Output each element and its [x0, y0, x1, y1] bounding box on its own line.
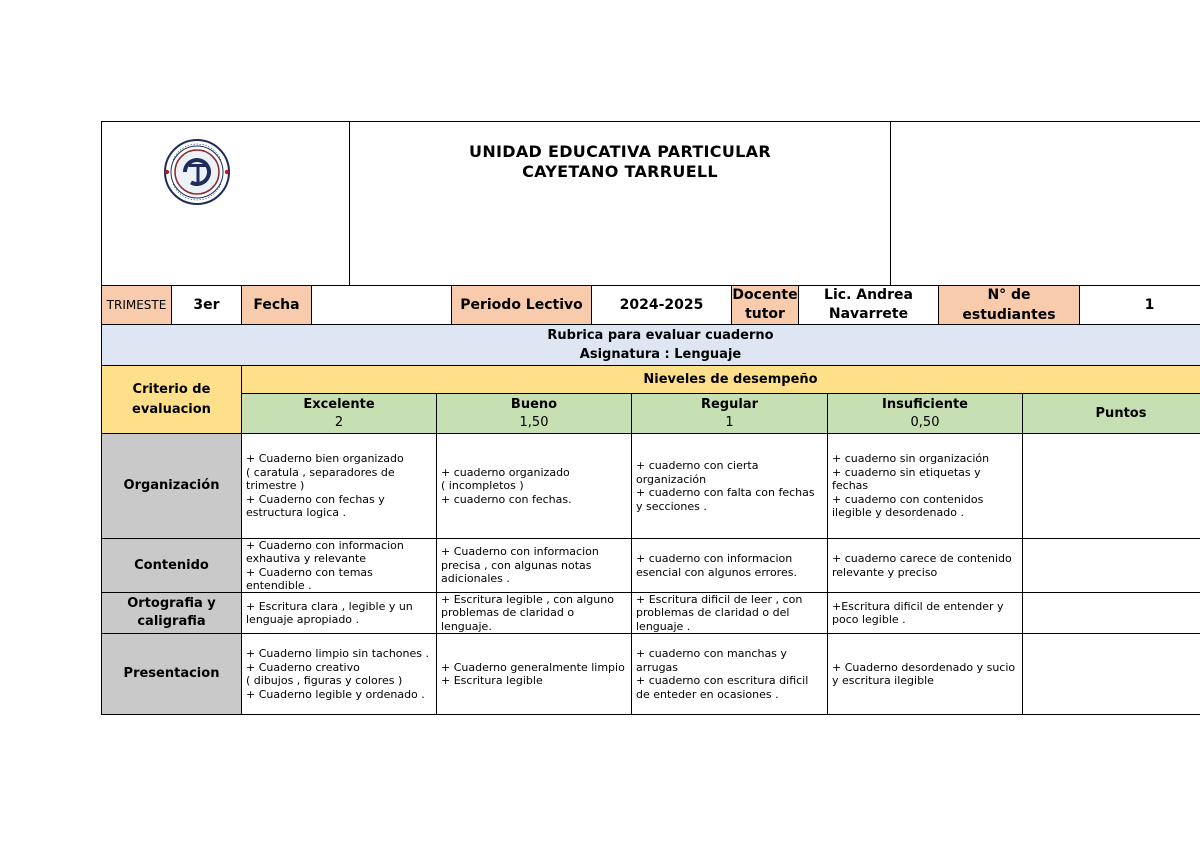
trimester-label: TRIMESTE [101, 285, 172, 325]
level-name: Insuficiente [882, 396, 968, 412]
level-score: 1 [725, 414, 734, 430]
rubric-cell: + Cuaderno con informacion exhautiva y relevante + Cuaderno con temas entendible . [241, 538, 437, 593]
date-label: Fecha [241, 285, 312, 325]
criterion-presentacion: Presentacion [101, 633, 242, 715]
level-insuficiente [827, 393, 1023, 434]
school-title-cell [349, 121, 891, 286]
level-score: 1,50 [519, 414, 549, 430]
rubric-cell: + Cuaderno desordenado y sucio y escritura ilegible [827, 633, 1023, 715]
header-right-cell [890, 121, 1200, 286]
level-name: Excelente [303, 396, 375, 412]
rubric-cell: + cuaderno con cierta organización + cuaderno con falta con fechas y secciones . [631, 433, 828, 539]
period-value: 2024-2025 [591, 285, 732, 325]
rubric-cell: + Escritura legible , con alguno problemas de claridad o lenguaje. [436, 592, 632, 634]
school-name-line1: UNIDAD EDUCATIVA PARTICULAR [469, 142, 771, 161]
criterion-contenido: Contenido [101, 538, 242, 593]
school-name-line2: CAYETANO TARRUELL [522, 162, 718, 181]
criteria-header: Criterio de evaluacion [101, 365, 242, 434]
criterion-ortografia: Ortografia y caligrafia [101, 592, 242, 634]
rubric-subject: Asignatura : Lenguaje [579, 347, 742, 362]
points-cell[interactable] [1022, 592, 1200, 634]
level-bueno [436, 393, 632, 434]
rubric-cell: +Escritura dificil de entender y poco legible . [827, 592, 1023, 634]
levels-header: Nieveles de desempeño [241, 365, 1200, 394]
rubric-title [101, 324, 1200, 366]
points-cell[interactable] [1022, 433, 1200, 539]
points-cell[interactable] [1022, 633, 1200, 715]
rubric-cell: + cuaderno organizado ( incompletos ) + cuaderno con fechas. [436, 433, 632, 539]
level-name: Regular [700, 396, 759, 412]
rubric-cell: + Cuaderno generalmente limpio + Escritura legible [436, 633, 632, 715]
rubric-cell: + cuaderno sin organización + cuaderno sin etiquetas y fechas + cuaderno con contenidos ilegible y desordenado . [827, 433, 1023, 539]
rubric-cell: + Cuaderno con informacion precisa , con algunas notas adicionales . [436, 538, 632, 593]
tutor-value: Lic. Andrea Navarrete [798, 285, 939, 325]
students-value: 1 [1079, 285, 1200, 325]
trimester-value: 3er [171, 285, 242, 325]
points-cell[interactable] [1022, 538, 1200, 593]
rubric-cell: + Cuaderno bien organizado ( caratula , separadores de trimestre ) + Cuaderno con fechas y estructura logica . [241, 433, 437, 539]
rubric-cell: + Cuaderno limpio sin tachones . + Cuaderno creativo ( dibujos , figuras y colores ) + Cuaderno legible y ordenado . [241, 633, 437, 715]
tutor-label: Docente tutor [731, 285, 799, 325]
period-label: Periodo Lectivo [451, 285, 592, 325]
students-label: N° de estudiantes [938, 285, 1080, 325]
school-seal-icon [163, 138, 231, 206]
rubric-cell: + Escritura dificil de leer , con problemas de claridad o del lenguaje . [631, 592, 828, 634]
logo-cell [101, 121, 350, 286]
rubric-cell: + cuaderno carece de contenido relevante y preciso [827, 538, 1023, 593]
points-header: Puntos [1022, 393, 1200, 434]
school-logo [163, 138, 231, 206]
level-regular [631, 393, 828, 434]
date-value [311, 285, 452, 325]
level-excelente [241, 393, 437, 434]
rubric-cell: + Escritura clara , legible y un lenguaje apropiado . [241, 592, 437, 634]
rubric-cell: + cuaderno con informacion esencial con algunos errores. [631, 538, 828, 593]
level-score: 0,50 [910, 414, 940, 430]
rubric-cell: + cuaderno con manchas y arrugas + cuaderno con escritura dificil de enteder en ocasiones . [631, 633, 828, 715]
level-score: 2 [334, 414, 344, 430]
level-name: Bueno [510, 396, 558, 412]
criterion-organizacion: Organización [101, 433, 242, 539]
rubric-title-line1: Rubrica para evaluar cuaderno [547, 328, 774, 343]
